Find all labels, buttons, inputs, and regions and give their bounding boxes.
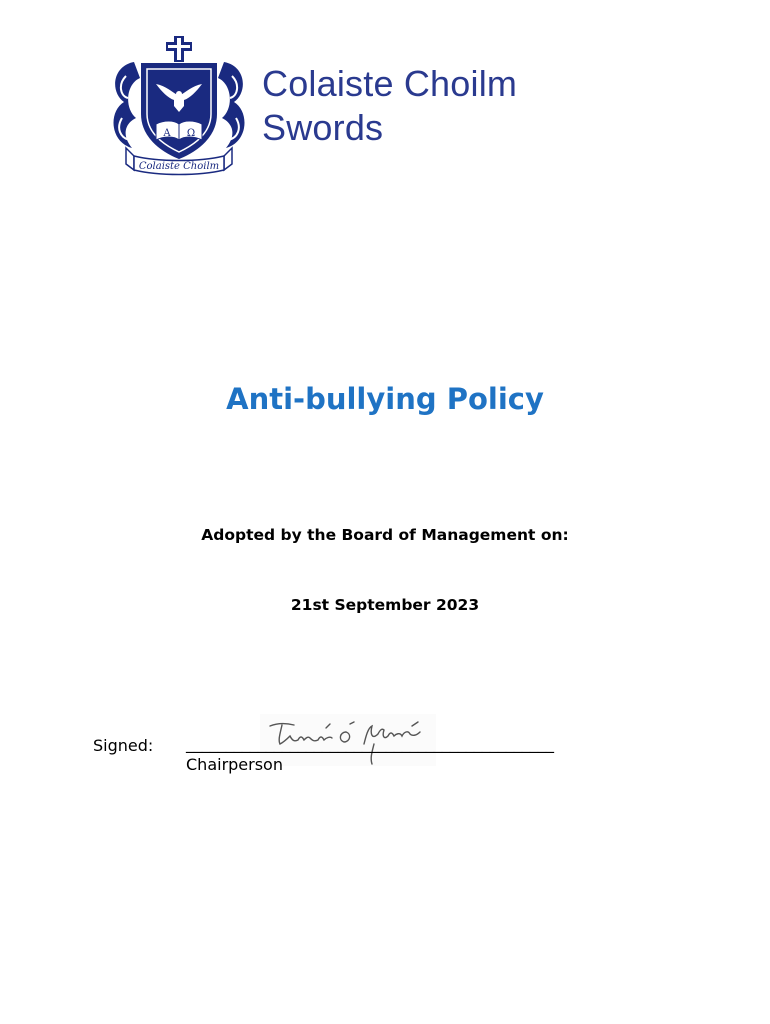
- school-name: [262, 62, 517, 150]
- svg-text:Colaiste Choilm: Colaiste Choilm: [138, 161, 220, 172]
- svg-text:Ω: Ω: [186, 128, 196, 139]
- school-name-line2: Swords: [262, 107, 384, 148]
- document-title: Anti-bullying Policy: [226, 382, 544, 416]
- svg-text:Α: Α: [163, 128, 171, 139]
- school-crest-icon: [104, 32, 254, 178]
- adopted-label: Adopted by the Board of Management on:: [201, 526, 569, 544]
- signatory-role: Chairperson: [186, 755, 283, 774]
- adopted-date: 21st September 2023: [290, 596, 480, 614]
- signed-label: Signed:: [93, 736, 154, 755]
- signature-line: ______________________________________________: [186, 734, 554, 753]
- school-logo: [104, 32, 554, 180]
- school-name-line1: Colaiste Choilm: [262, 63, 518, 104]
